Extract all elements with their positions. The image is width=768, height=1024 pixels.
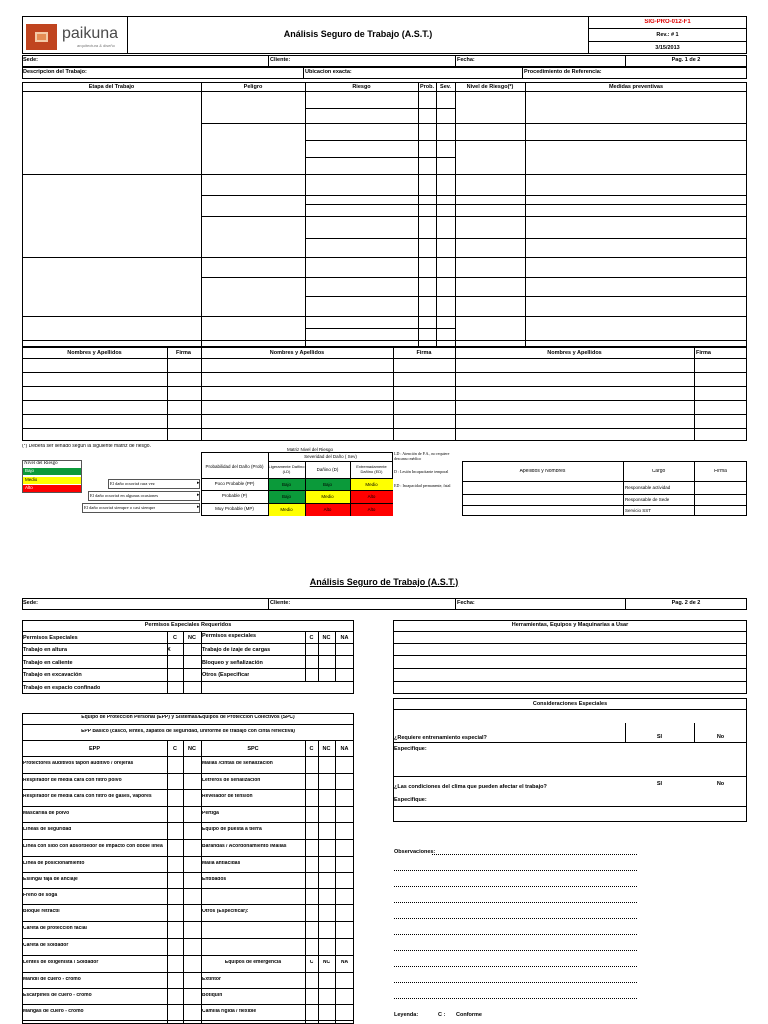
epp-row-divider [22,872,354,873]
epp-item: Lentes de oxigenista / Soldador [23,960,99,965]
epp-item: Mangas de cuero - cromo [23,1009,84,1014]
leyenda-label: Leyenda: [394,1012,419,1018]
col-etapa: Etapa del Trabajo [88,84,135,90]
epp-row-divider [22,822,354,823]
epp-row-divider [22,888,354,889]
arrow-icon: ▸ [197,505,200,510]
sev-note-ld: LD : Atención de P.A., no requiere descanso médico [394,452,450,461]
epp-row-divider [22,1004,354,1005]
sig-nombres-2: Nombres y Apellidos [269,350,325,356]
epp-row-divider [22,1020,354,1021]
spc-item: Revelador de tension [202,794,253,799]
descripcion-label: Descripcion del Trabajo: [23,69,87,75]
epp-item: Linea con sido con absorbedor de impacto con doble linea [23,844,163,849]
epp-item: Protectores auditivos tapon auditivo / orejeras [23,761,134,766]
spc-item: Barandas / Acordonamiento /Mallas [202,844,287,849]
emergencia-item: Camilla rigida / flexible [202,1009,257,1014]
col-medidas: Medidas preventivas [608,84,664,90]
emergencia-header: NA [340,960,349,965]
spc-item: Letreros de señalización [202,778,261,783]
legend-title: Nivel del Riesgo [24,461,58,466]
spc-item: Mallas /cintas de señalización [202,761,273,766]
page-number-2: Pag. 2 de 2 [671,600,701,606]
col-riesgo: Riesgo [352,84,371,90]
epp-row-divider [22,972,354,973]
ubicacion-label: Ubicacion exacta: [305,69,352,75]
epp-item: Eslinga/ faja de anclaje [23,877,78,882]
epp-row-divider [22,789,354,790]
spc-item: Equipo de puesta a tierra [202,827,262,832]
observaciones-line[interactable] [394,982,637,983]
consideraciones-table [393,698,747,822]
col-nivel: Nivel de Riesgo(*) [466,84,514,90]
cliente-label: Cliente: [270,57,291,63]
spc-item: Entibados [202,877,227,882]
epp-item: Lineas de seguridad [23,827,72,832]
sig-firma-1: Firma [176,350,191,356]
epp-item: Careta de soldador [23,943,69,948]
spc-item: Malla antiácidas [202,861,241,866]
observaciones-line[interactable] [394,934,637,935]
spc-item: Otros (Especificar): [202,909,249,914]
emergencia-item: Extintor [202,977,221,982]
page2-title: Análisis Seguro de Trabajo (A.S.T.) [309,577,459,587]
observaciones-line[interactable] [432,854,637,855]
sev-note-ed: ED : Incapacidad permanente, fatal [394,484,451,488]
sig-nombres-3: Nombres y Apellidos [547,350,602,356]
observaciones-line[interactable] [394,870,637,871]
page-title: Análisis Seguro de Trabajo (A.S.T.) [283,29,433,39]
epp-row-divider [22,839,354,840]
epp-item: Freno de soga [23,893,58,898]
epp-row-divider [22,806,354,807]
ast-table [22,82,747,347]
matrix-note: (*) Deberá ser llenado según la siguiente matriz de riesgo. [22,444,151,449]
document-code: SIG-PRO-012-F1 [644,19,691,25]
epp-item: Mascarilla de polvo [23,811,70,816]
page-number: Pag. 1 de 2 [671,57,701,63]
matrix-title: Matriz Nivel del Riesgo [286,447,333,452]
spc-item: Pertiga [202,811,219,816]
epp-item: Escarpines de cuero - cromo [23,993,92,998]
arrow-icon: ▸ [197,493,200,498]
sig-firma-3: Firma [696,350,711,356]
arrow-icon: ▸ [197,481,200,486]
epp-item: Respirador de media cara con filtro de gases, vapores [23,794,152,799]
epp-row-divider [22,921,354,922]
logo-text: paikuna [62,25,119,42]
col-sev: Sev. [440,84,451,90]
document-date: 3/15/2013 [655,45,680,51]
emergencia-header: Equipos de emergencia [224,960,282,965]
col-prob: Prob. [419,84,435,90]
epp-item: Respirador de media cara con filtro polvo [23,778,122,783]
logo-subtitle: arquitectura & diseño [77,44,115,48]
sig-nombres-1: Nombres y Apellidos [67,350,122,356]
col-peligro: Peligro [243,84,263,90]
procedimiento-label: Procedimiento de Referencia: [524,69,602,75]
epp-row-divider [22,773,354,774]
sig-firma-2: Firma [416,350,432,356]
epp-row-divider [22,988,354,989]
emergencia-header: NC [322,960,331,965]
fecha-label: Fecha: [457,57,475,63]
observaciones-line[interactable] [394,886,637,887]
epp-row-divider [22,955,354,956]
observaciones-line[interactable] [394,918,637,919]
epp-row-divider [22,904,354,905]
observaciones-line[interactable] [394,902,637,903]
sede-label: Sede: [23,57,38,63]
sev-note-d: D : Lesión Incapacitante temporal [394,470,449,474]
epp-item: Linea de posicionamiento [23,861,85,866]
observaciones-label: Observaciones: [394,849,436,855]
observaciones-line[interactable] [394,998,637,999]
epp-item: Careta de proteccion facial [23,926,87,931]
epp-item: Bloque retractil [23,909,60,914]
signatures-table [22,347,747,441]
observaciones-line[interactable] [394,966,637,967]
paikuna-logo-icon [26,24,57,50]
revision: Rev.: # 1 [656,32,679,38]
epp-row-divider [22,856,354,857]
epp-item: Mandil de cuero - cromo [23,977,81,982]
observaciones-line[interactable] [394,950,637,951]
emergencia-header: C [309,960,314,965]
emergencia-item: Botiquin [202,993,223,998]
epp-row-divider [22,938,354,939]
